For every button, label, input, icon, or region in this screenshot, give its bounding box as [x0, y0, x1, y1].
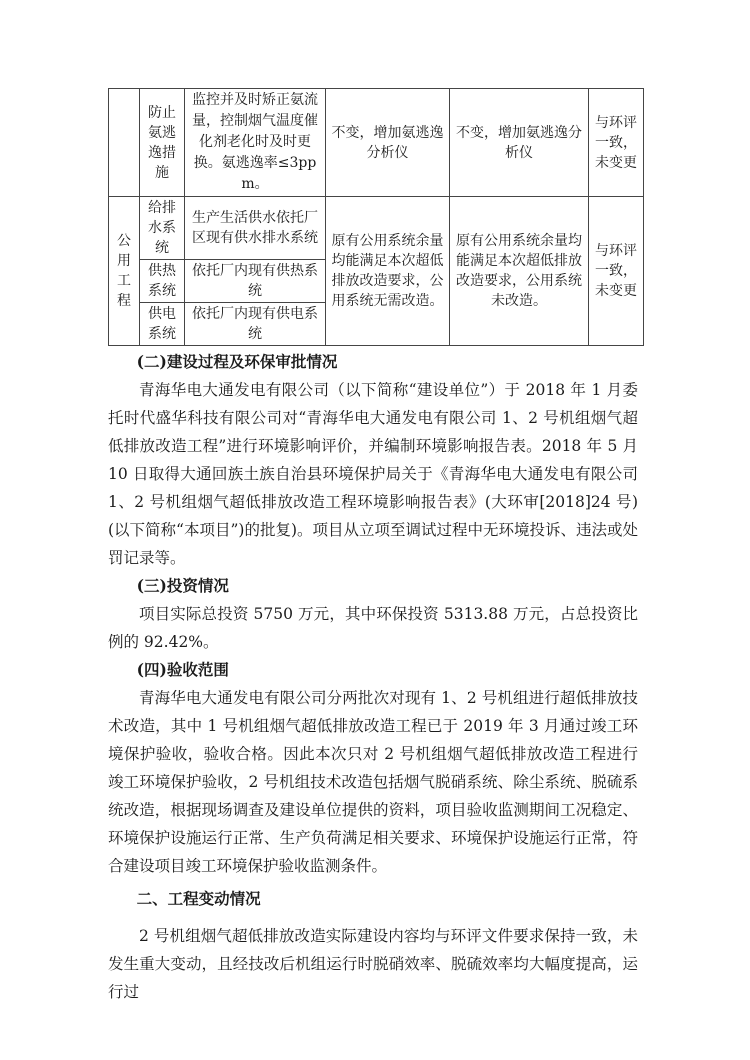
table-row-water-supply — [109, 197, 644, 260]
cell-public-epia-change: 原有公用系统余量均能满足本次超低排放改造要求，公用系统无需改造。 — [326, 197, 450, 346]
section-heading-changes: 二、工程变动情况 — [136, 889, 261, 908]
cell-ammonia-label: 防止氨逃逸措施 — [140, 89, 185, 197]
cell-power-label: 供电系统 — [140, 303, 185, 346]
cell-public-conclusion: 与环评一致，未变更 — [589, 197, 644, 346]
cell-heating-label: 供热系统 — [140, 260, 185, 303]
paragraph-investment: 项目实际总投资 5750 万元，其中环保投资 5313.88 万元，占总投资比例的 92.42%。 — [108, 605, 638, 651]
section-heading-approval: (二)建设过程及环保审批情况 — [136, 352, 338, 371]
cell-public-works-group: 公用工程 — [109, 197, 140, 346]
cell-ammonia-measure: 监控并及时矫正氨流量，控制烟气温度催化剂老化时及时更换。氨逃逸率≤3ppm。 — [185, 89, 326, 197]
section-heading-scope: (四)验收范围 — [136, 660, 229, 679]
cell-ammonia-conclusion: 与环评一致，未变更 — [589, 89, 644, 197]
cell-heating-desc: 依托厂内现有供热系统 — [185, 260, 326, 303]
cell-group-empty — [109, 89, 140, 197]
cell-water-label: 给排水系统 — [140, 197, 185, 260]
paragraph-approval: 青海华电大通发电有限公司（以下简称“建设单位”）于 2018 年 1 月委托时代盛华科技有限公司对“青海华电大通发电有限公司 1、2 号机组烟气超低排放改造工程”进行环境影响评价，并编制环境影响报告表。2018 年 5 月 10 日取得大通回族土族自治县环境保护局关于《青海华电大通发电有限公司 1、2 号机组烟气超低排放改造工程环境影响报告表》(大环审[2018]24 号)(以下简称“本项目”)的批复)。项目从立项至调试过程中无环境投诉、违法或处罚记录等。 — [108, 381, 638, 567]
cell-ammonia-actual-change: 不变，增加氨逃逸分析仪 — [450, 89, 589, 197]
cell-water-desc: 生产生活供水依托厂区现有供水排水系统 — [185, 197, 326, 260]
paragraph-scope: 青海华电大通发电有限公司分两批次对现有 1、2 号机组进行超低排放技术改造，其中 1 号机组烟气超低排放改造工程已于 2019 年 3 月通过竣工环境保护验收，验收合格。因此本次只对 2 号机组烟气超低排放改造工程进行竣工环境保护验收，2 号机组技术改造包括烟气脱硝系统、除尘系统、脱硫系统改造，根据现场调查及建设单位提供的资料，项目验收监测期间工况稳定、环境保护设施运行正常、生产负荷满足相关要求、环境保护设施运行正常，符合建设项目竣工环境保护验收监测条件。 — [108, 689, 638, 875]
document-body — [108, 348, 638, 1006]
section-heading-investment: (三)投资情况 — [136, 576, 229, 595]
cell-ammonia-epia-change: 不变，增加氨逃逸分析仪 — [326, 89, 450, 197]
cell-power-desc: 依托厂内现有供电系统 — [185, 303, 326, 346]
cell-public-actual-change: 原有公用系统余量均能满足本次超低排放改造要求，公用系统未改造。 — [450, 197, 589, 346]
facility-comparison-table — [108, 88, 644, 346]
table-row-ammonia — [109, 89, 644, 197]
paragraph-changes: 2 号机组烟气超低排放改造实际建设内容均与环评文件要求保持一致，未发生重大变动，且经技改后机组运行时脱硝效率、脱硫效率均大幅度提高，运行过 — [108, 927, 638, 1001]
